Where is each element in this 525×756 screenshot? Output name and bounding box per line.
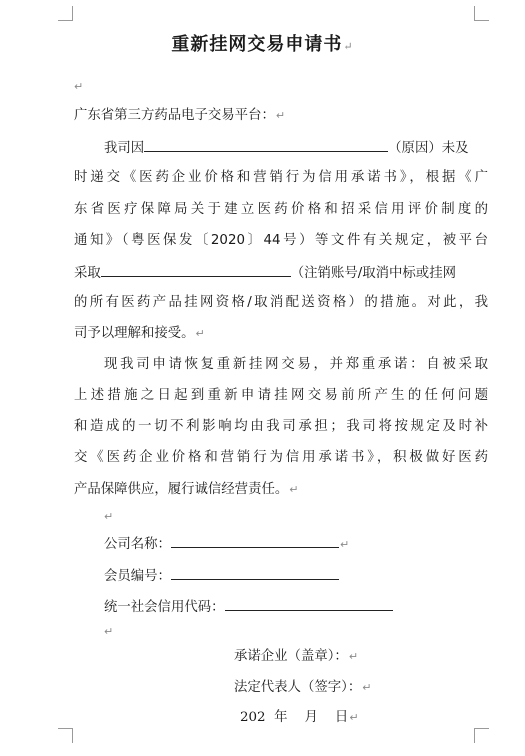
page-corner-mark — [58, 6, 73, 21]
para1-line4: 通知》（粤医保发〔2020〕44号）等文件有关规定，被平台 — [74, 233, 488, 248]
seal-line: 承诺企业（盖章）：↵ — [234, 649, 359, 664]
para1-line6: 的所有医药产品挂网资格/取消配送资格）的措施。对此，我 — [74, 295, 488, 310]
member-number-blank[interactable] — [171, 565, 339, 580]
representative-line: 法定代表人（签字）：↵ — [234, 680, 372, 695]
paragraph-mark: ↵ — [74, 80, 84, 93]
page-corner-mark — [474, 6, 489, 21]
para2-line5: 产品保障供应，履行诚信经营责任。↵ — [74, 482, 299, 497]
addressee-line: 广东省第三方药品电子交易平台：↵ — [74, 108, 286, 123]
credit-code-field: 统一社会信用代码： — [104, 596, 393, 618]
measure-blank[interactable] — [101, 262, 291, 277]
paragraph-mark: ↵ — [104, 625, 114, 638]
para2-line1: 现我司申请恢复重新挂网交易，并郑重承诺：自被采取 — [104, 357, 488, 372]
credit-code-blank[interactable] — [225, 596, 393, 611]
para1-line7: 司予以理解和接受。↵ — [74, 326, 205, 341]
page-corner-mark — [474, 728, 489, 743]
para1-line5: 采取 （注销账号/取消中标或挂网 — [74, 262, 456, 284]
paragraph-mark: ↵ — [104, 510, 114, 523]
para2-line3: 和造成的一切不利影响均由我司承担；我司将按规定及时补 — [74, 419, 488, 434]
para1-line2: 时递交《医药企业价格和营销行为信用承诺书》，根据《广 — [74, 170, 488, 185]
reason-blank[interactable] — [144, 137, 388, 152]
document-title: 重新挂网交易申请书↵ — [171, 34, 354, 55]
member-number-field: 会员编号： — [104, 565, 339, 587]
para1-line3: 东省医疗保障局关于建立医药价格和招采信用评价制度的 — [74, 202, 488, 217]
para2-line4: 交《医药企业价格和营销行为信用承诺书》，积极做好医药 — [74, 450, 488, 465]
para2-line2: 上述措施之日起到重新申请挂网交易前所产生的任何问题 — [74, 388, 488, 403]
date-line: 202 年 月 日↵ — [240, 710, 359, 725]
para1-line1: 我司因 （原因）未及 — [104, 137, 469, 159]
page-corner-mark — [58, 728, 73, 743]
company-name-field: 公司名称： ↵ — [104, 533, 349, 555]
company-name-blank[interactable] — [171, 533, 339, 548]
